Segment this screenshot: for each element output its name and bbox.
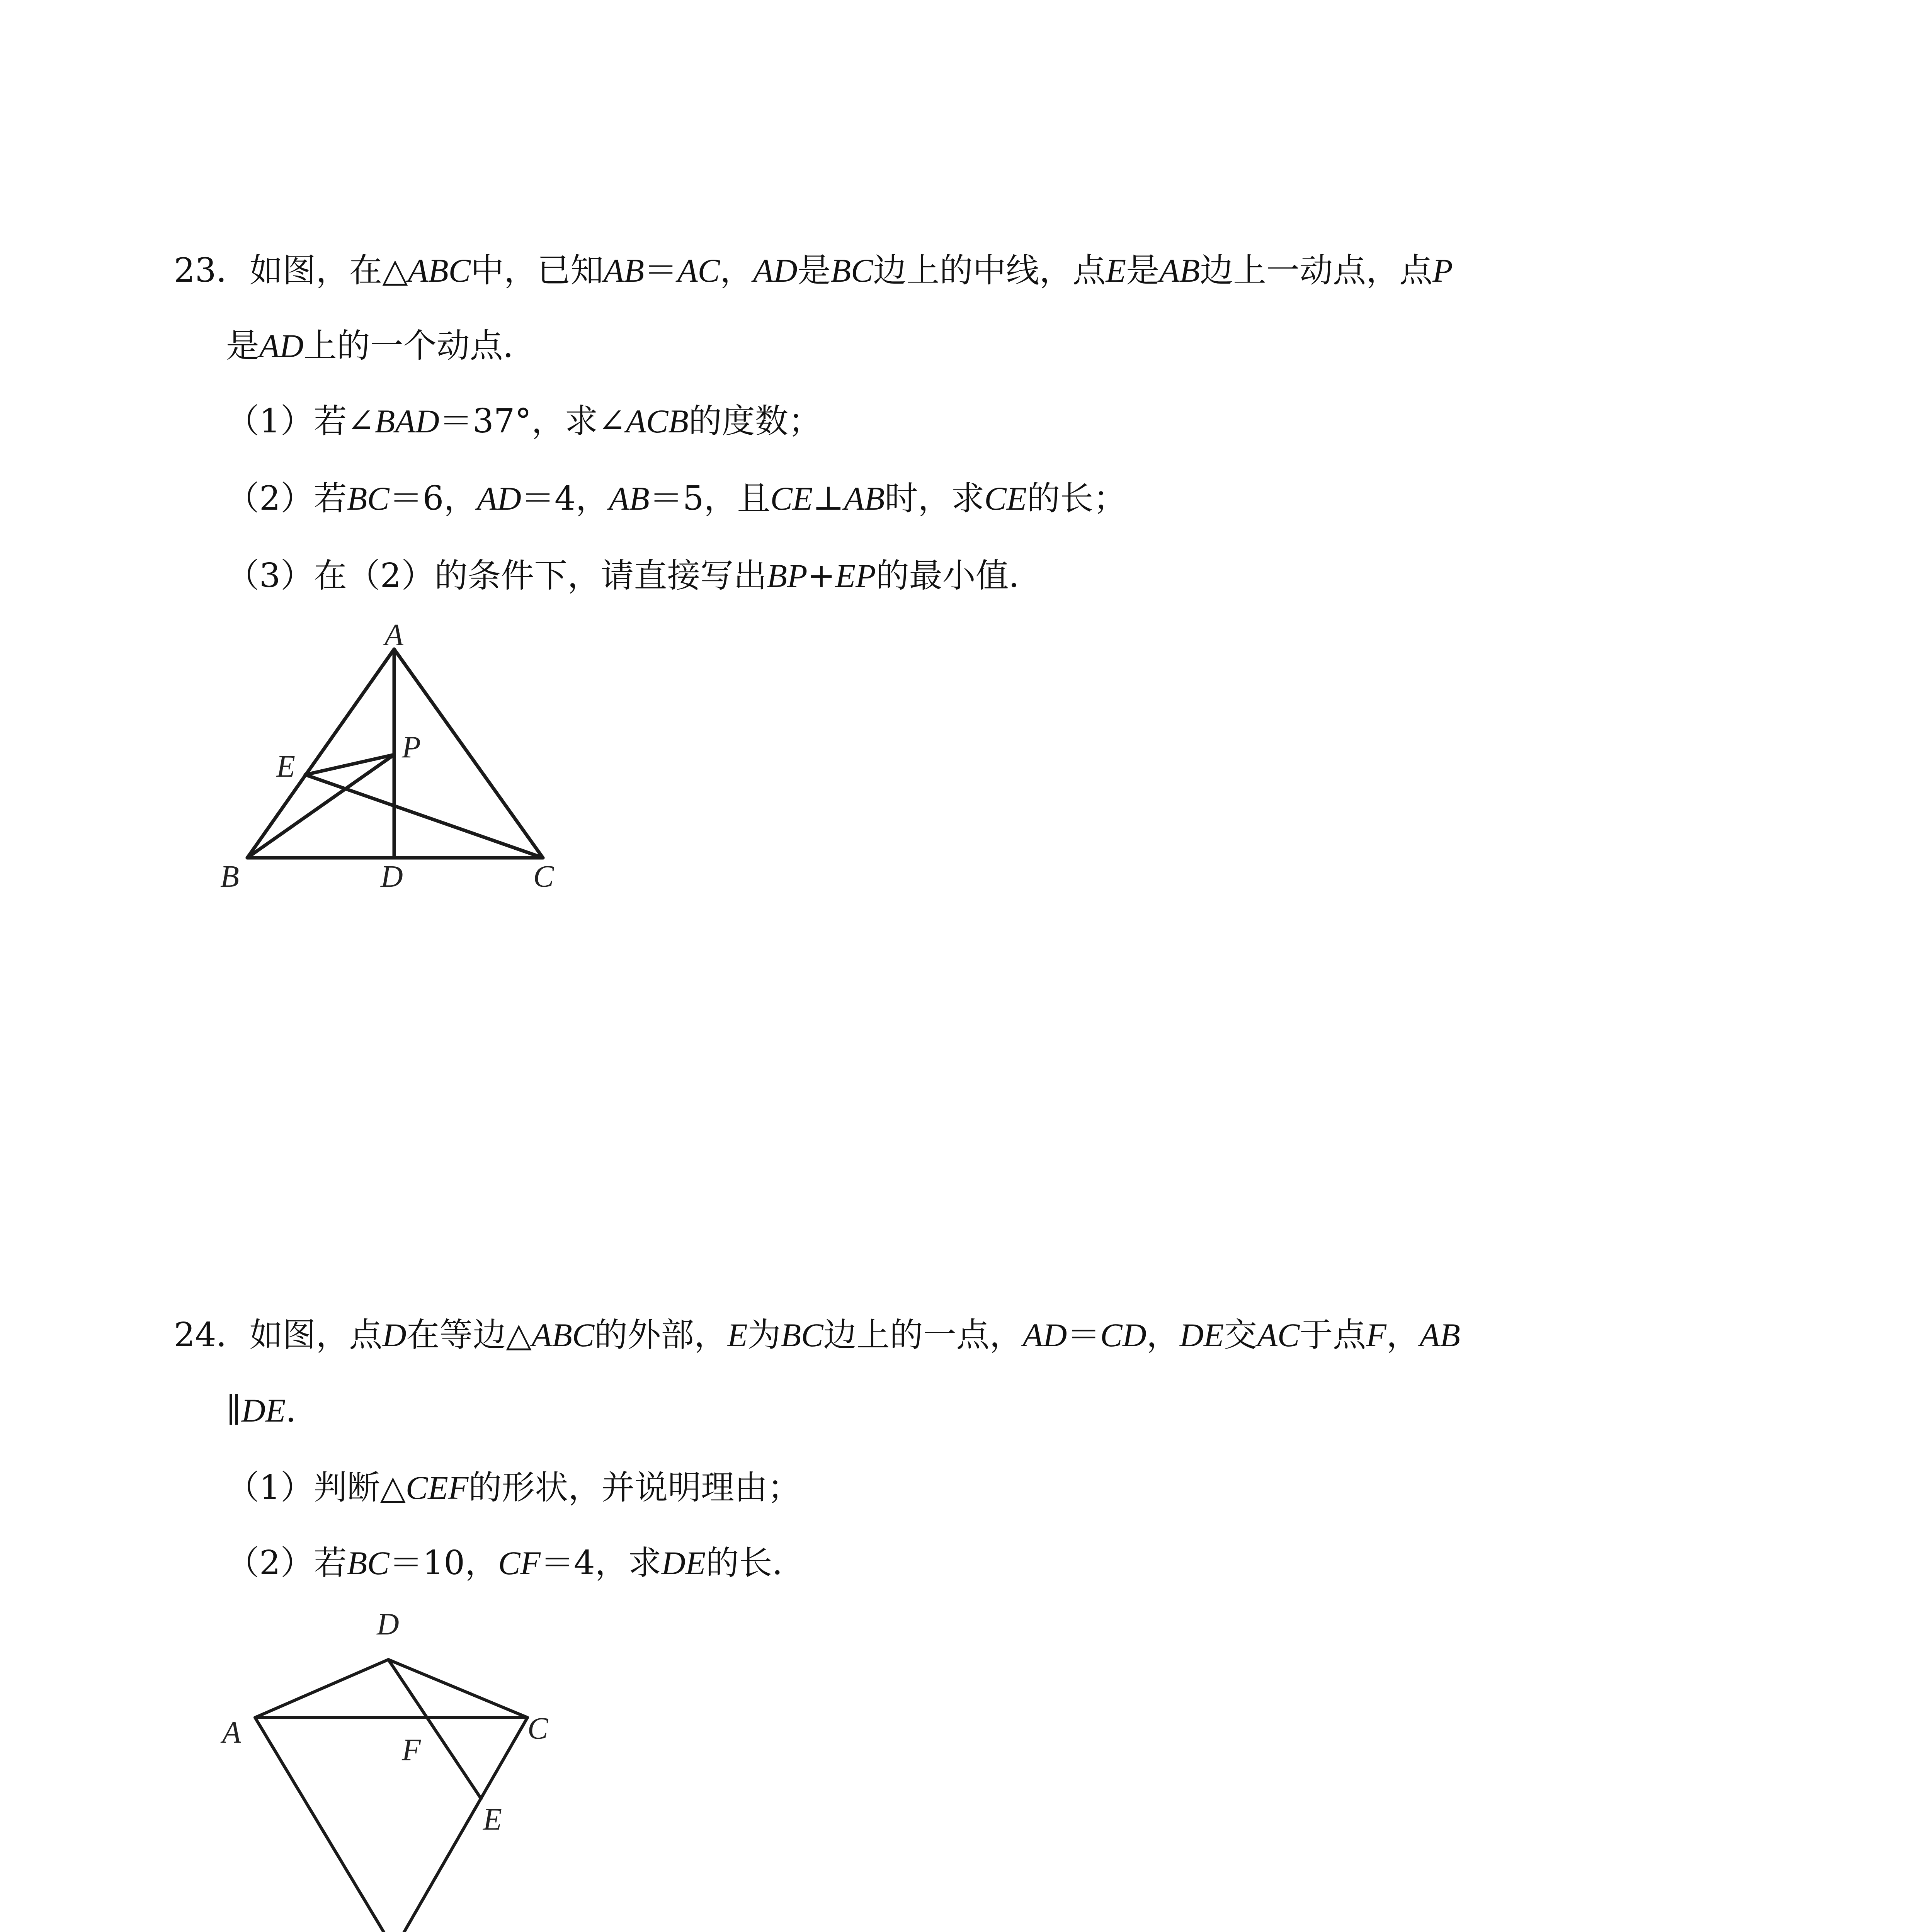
text-run: （2）若 xyxy=(226,479,347,518)
text-run: （1）判断△ xyxy=(226,1468,406,1507)
text-run: 的度数； xyxy=(688,402,822,440)
text-run: ⊥ xyxy=(813,479,844,518)
q23-label-p: P xyxy=(402,730,421,764)
q24-label-d: D xyxy=(377,1607,399,1641)
text-run: 为 xyxy=(747,1316,781,1354)
text-run: （2）若 xyxy=(226,1544,347,1582)
text-run: 于点 xyxy=(1300,1316,1366,1354)
q24-label-a: A xyxy=(222,1716,241,1750)
q23-label-d: D xyxy=(381,860,403,894)
q23-label-b: B xyxy=(220,860,239,894)
q23-segment-ce xyxy=(305,775,543,858)
text-run: ＝6， xyxy=(389,479,477,518)
math-variable: E xyxy=(727,1316,748,1354)
q24-side-ab xyxy=(255,1718,394,1932)
text-run: 中，已知 xyxy=(471,251,604,290)
text-run: 交 xyxy=(1224,1316,1257,1354)
math-variable: DE xyxy=(1179,1316,1224,1354)
math-variable: ABC xyxy=(531,1316,595,1354)
q24-stem-line2 xyxy=(226,1387,319,1434)
text-run: + xyxy=(807,556,835,595)
q24-label-e: E xyxy=(483,1803,502,1837)
text-run: 的最小值． xyxy=(876,556,1042,595)
text-run: ＝10， xyxy=(389,1544,498,1582)
q24-stem-line1 xyxy=(174,1312,1460,1358)
math-variable: D xyxy=(382,1316,407,1354)
math-variable: CD xyxy=(1100,1316,1146,1354)
text-run: ． xyxy=(286,1391,319,1430)
text-run: 如图，在△ xyxy=(249,251,408,290)
math-variable: ACB xyxy=(626,403,689,440)
q23-label-e: E xyxy=(276,750,295,784)
math-variable: BC xyxy=(347,480,390,517)
text-run: ＝4， xyxy=(521,479,609,518)
math-variable: BC xyxy=(781,1316,823,1354)
text-run: 是 xyxy=(1126,251,1160,290)
text-run: ＝5，且 xyxy=(649,479,771,518)
math-variable: F xyxy=(1366,1316,1386,1354)
math-variable: CF xyxy=(498,1544,541,1582)
math-variable: AC xyxy=(677,252,720,289)
q23-stem-line1 xyxy=(174,247,1453,294)
text-run: 是 xyxy=(797,251,831,290)
q23-figure xyxy=(193,607,618,916)
math-variable: AD xyxy=(259,327,304,364)
math-variable: DE xyxy=(241,1392,286,1429)
math-variable: AB xyxy=(609,480,650,517)
q24-figure xyxy=(193,1588,618,1932)
math-variable: E xyxy=(1106,252,1126,289)
q23-part2 xyxy=(226,475,1126,522)
text-run: ＝4，求 xyxy=(540,1544,662,1582)
text-run: 的外部， xyxy=(594,1316,728,1354)
q24-part2 xyxy=(226,1540,805,1586)
q24-stem-line1-text xyxy=(249,1316,1460,1354)
q23-label-c: C xyxy=(533,860,554,894)
text-run: 的长； xyxy=(1027,479,1127,518)
text-run: 边上一动点，点 xyxy=(1200,251,1433,290)
q23-number: 23． xyxy=(174,251,250,290)
math-variable: EP xyxy=(835,557,876,594)
text-run: 在等边△ xyxy=(406,1316,532,1354)
math-variable: AC xyxy=(1257,1316,1300,1354)
math-variable: AD xyxy=(753,252,798,289)
text-run: ＝ xyxy=(1067,1316,1101,1354)
text-run: ＝37°，求∠ xyxy=(439,402,626,440)
math-variable: AB xyxy=(1419,1316,1460,1354)
math-variable: AB xyxy=(1159,252,1200,289)
math-variable: DE xyxy=(661,1544,706,1582)
text-run: ＝ xyxy=(644,251,678,290)
text-run: （1）若∠ xyxy=(226,402,375,440)
math-variable: CE xyxy=(984,480,1027,517)
q24-label-f: F xyxy=(402,1733,421,1767)
math-variable: AB xyxy=(604,252,645,289)
q23-part3 xyxy=(226,553,1042,599)
q23-label-a: A xyxy=(384,618,403,652)
math-variable: AD xyxy=(477,480,521,517)
text-run: ， xyxy=(1146,1316,1180,1354)
math-variable: BC xyxy=(347,1544,390,1582)
text-run: ∥ xyxy=(226,1391,242,1430)
text-run: （3）在（2）的条件下，请直接写出 xyxy=(226,556,767,595)
math-variable: ABC xyxy=(408,252,471,289)
text-run: 如图，点 xyxy=(249,1316,383,1354)
text-run: ， xyxy=(1386,1316,1420,1354)
q23-side-ab xyxy=(247,649,394,858)
text-run: 上的一个动点． xyxy=(303,327,536,365)
text-run: 的长． xyxy=(706,1544,806,1582)
math-variable: CE xyxy=(770,480,813,517)
text-run: 的形状，并说明理由； xyxy=(468,1468,801,1507)
math-variable: BC xyxy=(830,252,873,289)
math-variable: BAD xyxy=(374,403,439,440)
q24-number: 24． xyxy=(174,1316,250,1354)
math-variable: BP xyxy=(767,557,808,594)
math-variable: CEF xyxy=(405,1469,469,1506)
q23-stem-line1-text xyxy=(249,251,1453,290)
math-variable: AB xyxy=(844,480,885,517)
text-run: 边上的一点， xyxy=(823,1316,1023,1354)
text-run: 是 xyxy=(226,327,259,365)
math-variable: AD xyxy=(1022,1316,1067,1354)
q23-part1 xyxy=(226,398,822,444)
text-run: 时，求 xyxy=(885,479,985,518)
q23-stem-line2 xyxy=(226,323,536,369)
q24-label-c: C xyxy=(527,1712,548,1746)
math-variable: P xyxy=(1432,252,1453,289)
q24-segment-ad xyxy=(255,1660,388,1718)
q24-part1 xyxy=(226,1464,801,1511)
text-run: ， xyxy=(720,251,753,290)
text-run: 边上的中线，点 xyxy=(873,251,1106,290)
